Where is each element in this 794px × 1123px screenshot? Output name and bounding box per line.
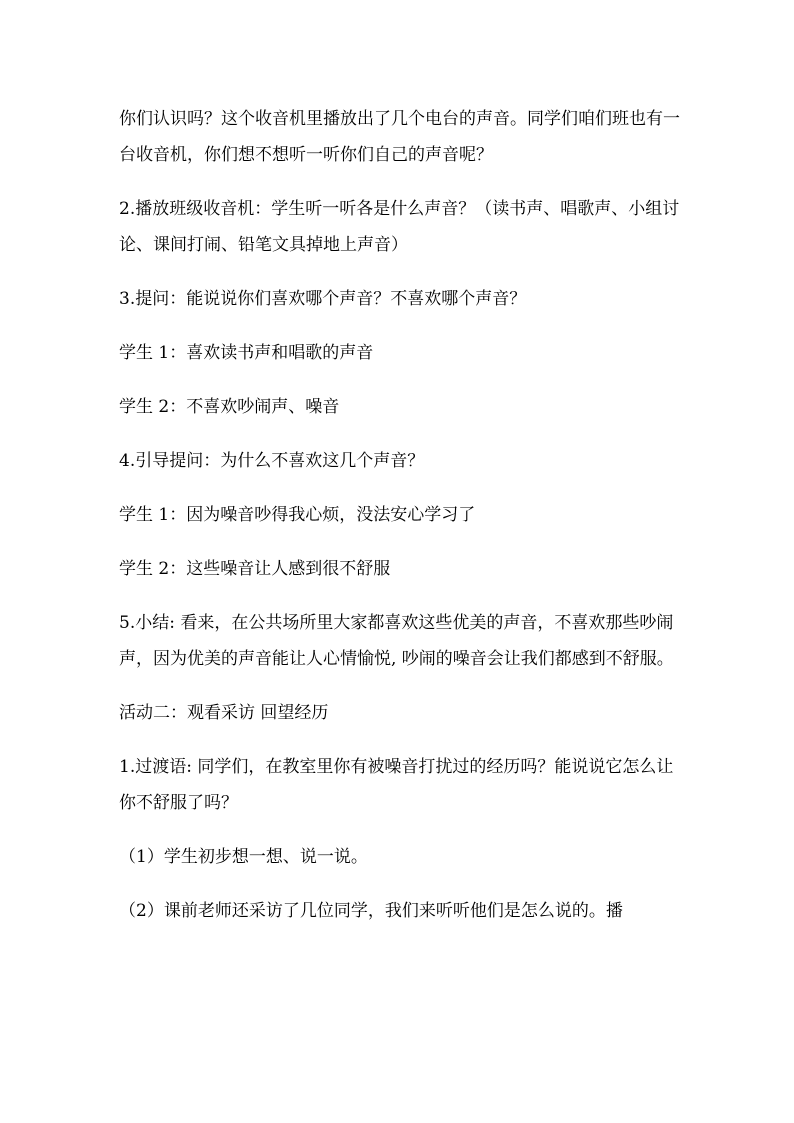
paragraph-student-1-answer-b: 学生 1：因为噪音吵得我心烦，没法安心学习了 [119,505,476,525]
paragraph-student-2-answer-b: 学生 2：这些噪音让人感到很不舒服 [119,559,391,579]
section-heading-activity-2: 活动二：观看采访 回望经历 [119,703,329,723]
paragraph-intro-radio: 你们认识吗？这个收音机里播放出了几个电台的声音。同学们咱们班也有一台收音机，你们想不想听一听你们自己的声音呢？ [119,109,680,165]
paragraph-step-2-play-radio: 2.播放班级收音机：学生听一听各是什么声音？（读书声、唱歌声、小组讨论、课间打闹、铅笔文具掉地上声音） [119,199,680,255]
paragraph-substep-1: （1）学生初步想一想、说一说。 [119,847,368,867]
paragraph-student-1-answer-a: 学生 1：喜欢读书声和唱歌的声音 [119,343,374,363]
paragraph-step-4-guided-question: 4.引导提问：为什么不喜欢这几个声音？ [119,451,425,471]
document-body [119,101,681,929]
paragraph-step-5-summary: 5.小结: 看来，在公共场所里大家都喜欢这些优美的声音，不喜欢那些吵闹声，因为优美的声音能让人心情愉悦, 吵闹的噪音会让我们都感到不舒服。 [119,613,674,669]
paragraph-student-2-answer-a: 学生 2：不喜欢吵闹声、噪音 [119,397,340,417]
paragraph-step-3-question: 3.提问：能说说你们喜欢哪个声音？不喜欢哪个声音？ [119,289,527,309]
paragraph-substep-2: （2）课前老师还采访了几位同学，我们来听听他们是怎么说的。播 [119,901,623,921]
paragraph-transition: 1.过渡语: 同学们，在教室里你有被噪音打扰过的经历吗？能说说它怎么让你不舒服了吗？ [119,757,674,813]
